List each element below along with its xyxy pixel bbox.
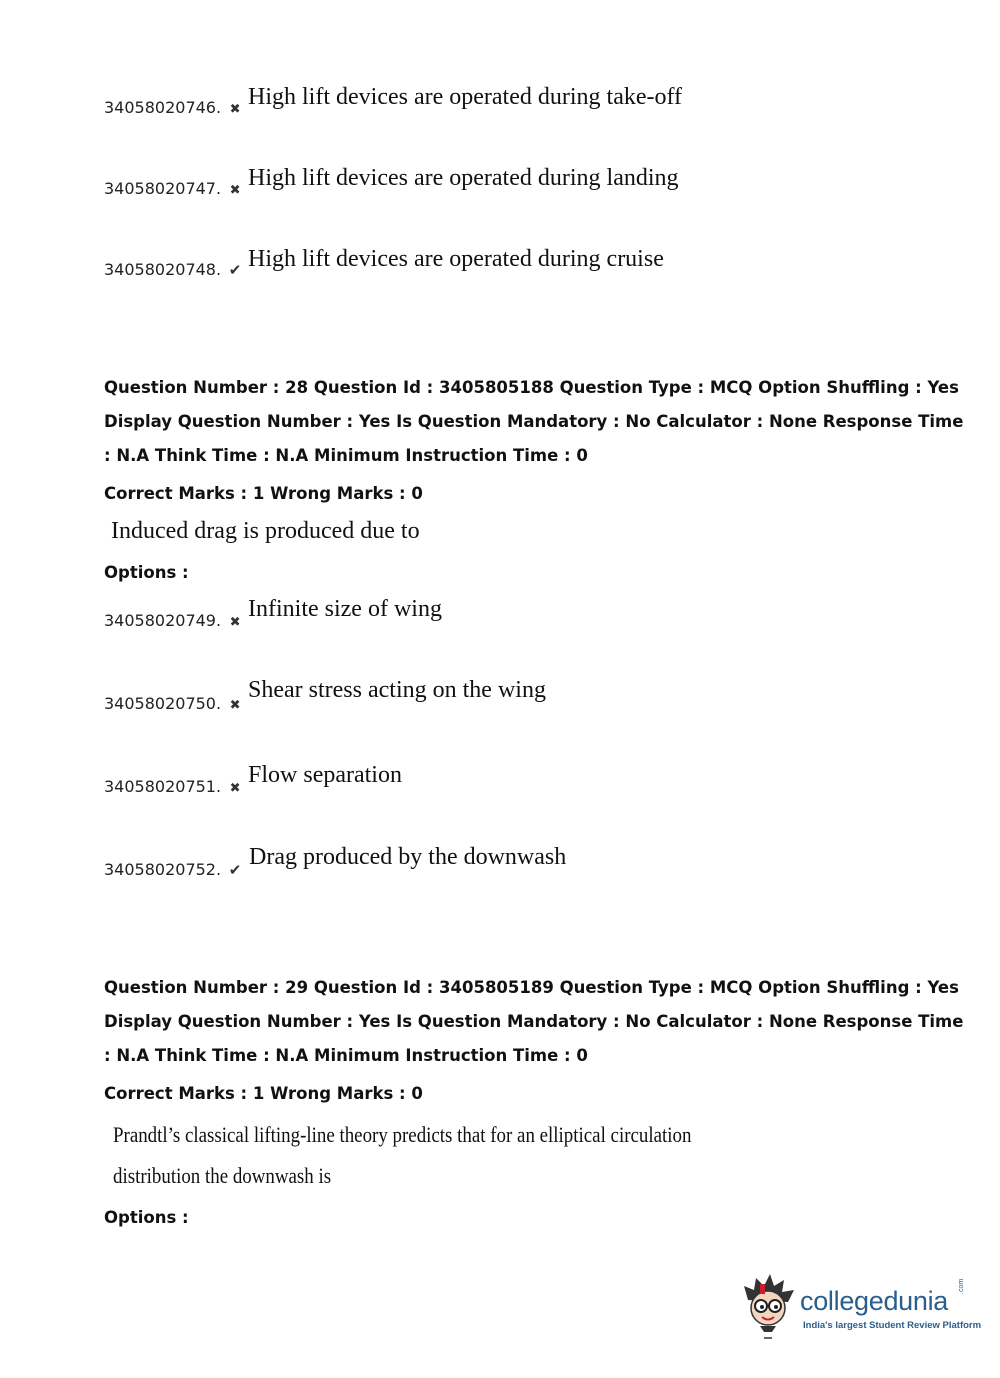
option-id: 34058020746. (104, 98, 222, 117)
cross-icon: ✖ (229, 698, 241, 713)
option-id: 34058020747. (104, 179, 222, 198)
option-row (104, 179, 243, 198)
logo-suffix: .com (958, 1278, 965, 1294)
collegedunia-logo (742, 1272, 982, 1342)
option-id: 34058020749. (104, 611, 222, 630)
question-meta-line: Question Number : 28 Question Id : 3405805188 Question Type : MCQ Option Shuffling : Yes (104, 378, 959, 397)
check-icon: ✔ (228, 261, 242, 279)
option-text: Flow separation (248, 762, 402, 788)
option-row (104, 860, 243, 879)
question-text: Prandtl’s classical lifting-line theory predicts that for an elliptical circulation (113, 1122, 692, 1147)
question-meta-line: Display Question Number : Yes Is Question Mandatory : No Calculator : None Response Time (104, 1012, 964, 1031)
question-meta-line: Display Question Number : Yes Is Question Mandatory : No Calculator : None Response Time (104, 412, 964, 431)
mascot-icon (742, 1272, 800, 1340)
question-meta-line: Question Number : 29 Question Id : 3405805189 Question Type : MCQ Option Shuffling : Yes (104, 978, 959, 997)
option-row (104, 98, 243, 117)
question-meta-line: : N.A Think Time : N.A Minimum Instruction Time : 0 (104, 446, 588, 465)
options-label: Options : (104, 563, 189, 582)
logo-tagline: India's largest Student Review Platform (803, 1320, 982, 1331)
option-text: Drag produced by the downwash (249, 844, 567, 870)
marks-line: Correct Marks : 1 Wrong Marks : 0 (104, 1084, 423, 1103)
marks-line: Correct Marks : 1 Wrong Marks : 0 (104, 484, 423, 503)
check-icon: ✔ (228, 861, 242, 879)
logo-wordmark: collegedunia (800, 1286, 949, 1316)
option-text: High lift devices are operated during cruise (248, 246, 664, 272)
option-text: High lift devices are operated during landing (248, 165, 679, 191)
option-text: High lift devices are operated during take-off (248, 84, 683, 110)
cross-icon: ✖ (229, 615, 241, 630)
cross-icon: ✖ (229, 781, 241, 796)
option-id: 34058020751. (104, 777, 222, 796)
question-text: Induced drag is produced due to (111, 518, 420, 544)
option-text: Shear stress acting on the wing (248, 677, 546, 703)
option-row (104, 611, 243, 630)
option-id: 34058020748. (104, 260, 222, 279)
option-row (104, 260, 243, 279)
cross-icon: ✖ (229, 183, 241, 198)
question-meta-line: : N.A Think Time : N.A Minimum Instruction Time : 0 (104, 1046, 588, 1065)
option-id: 34058020750. (104, 694, 222, 713)
options-label: Options : (104, 1208, 189, 1227)
option-text: Infinite size of wing (248, 596, 442, 622)
cross-icon: ✖ (229, 102, 241, 117)
option-id: 34058020752. (104, 860, 222, 879)
option-row (104, 777, 243, 796)
question-text: distribution the downwash is (113, 1163, 332, 1188)
option-row (104, 694, 243, 713)
